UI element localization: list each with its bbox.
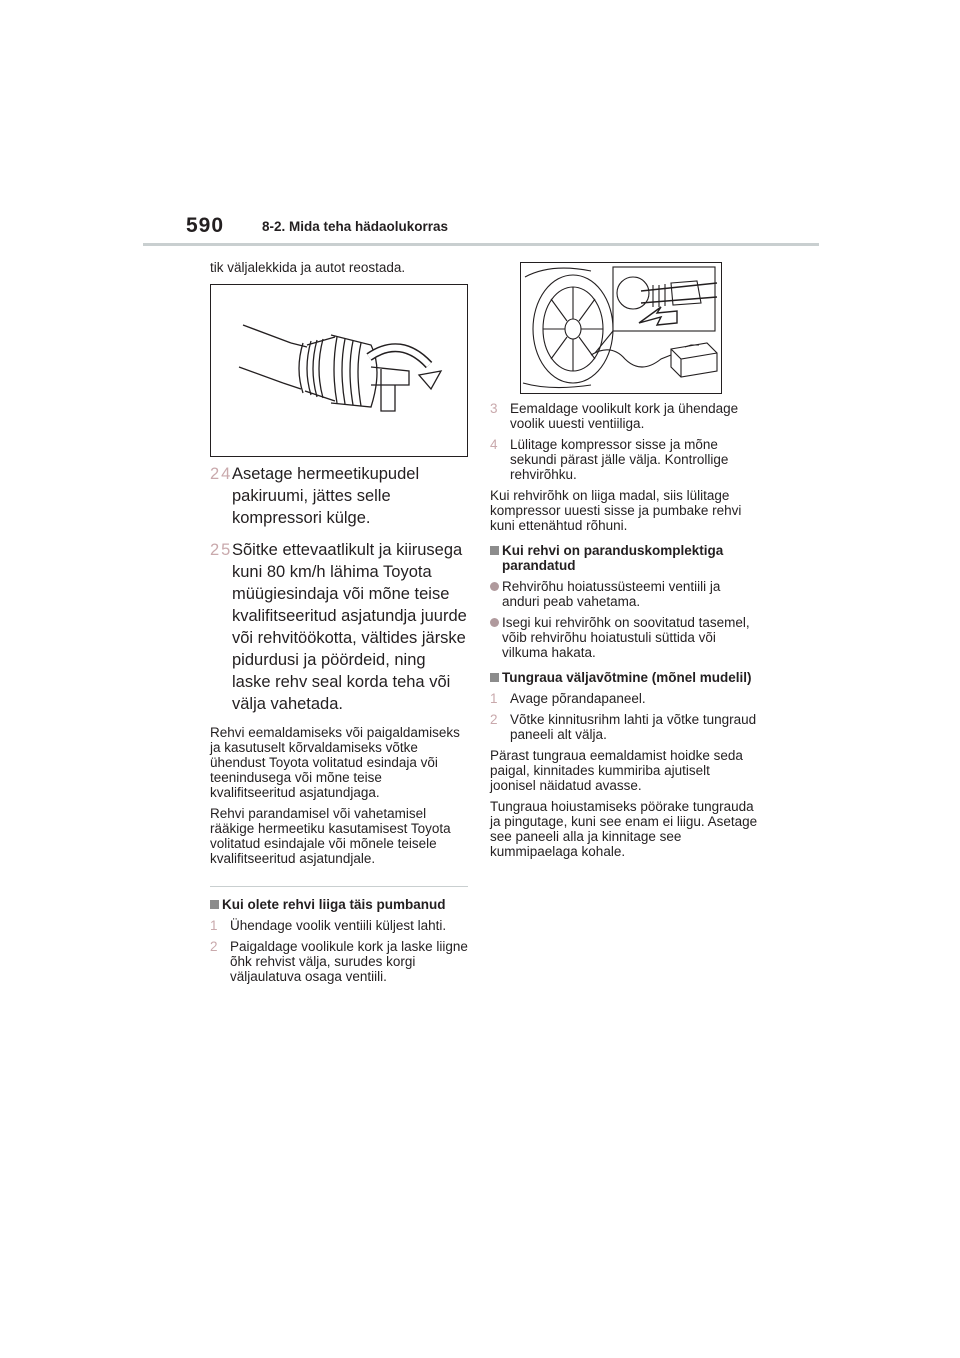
overinflated-step-2 bbox=[210, 939, 468, 984]
step-4 bbox=[490, 437, 758, 482]
repaired-bullet-2 bbox=[490, 615, 758, 660]
bullet-text: Rehvirõhu hoiatussüsteemi ventiili ja anduri peab vahetama. bbox=[502, 579, 721, 609]
step-text: Lülitage kompressor sisse ja mõne sekundi pärast jälle välja. Kontrollige rehvirõhku. bbox=[510, 437, 729, 482]
intro-text: tik väljalekkida ja autot reostada. bbox=[210, 260, 406, 275]
heading-text: Kui olete rehvi liiga täis pumbanud bbox=[222, 897, 446, 912]
overinflated-step-1 bbox=[210, 918, 468, 933]
step-number: 1 bbox=[490, 691, 498, 706]
bullet-text: Isegi kui rehvirõhk on soovitatud tasemel, võib rehvirõhu hoiatustuli süttida või vilkuma hakata. bbox=[502, 615, 750, 660]
step-text: Asetage hermeetikupudel pakiruumi, jättes selle kompressori külge. bbox=[232, 465, 420, 527]
tire-compressor-drawing bbox=[521, 263, 721, 393]
section-title: 8-2. Mida teha hädaolukorras bbox=[262, 219, 449, 234]
jack-step-2 bbox=[490, 712, 758, 742]
section-divider bbox=[210, 886, 468, 887]
step-text: Paigaldage voolikule kork ja laske liigne õhk rehvist välja, surudes korgi väljaulatuva osaga ventiili. bbox=[230, 939, 468, 984]
square-bullet-icon bbox=[490, 546, 499, 555]
heading-jack bbox=[490, 670, 758, 685]
step-number: 25 bbox=[210, 541, 233, 559]
step-3 bbox=[490, 401, 758, 431]
note-sealant: Rehvi parandamisel või vahetamisel rääkige hermeetiku kasutamisest Toyota volitatud esindajale või mõnele teisele kvalifitseeritud asjatundjale. bbox=[210, 806, 451, 866]
step-text: Sõitke ettevaatlikult ja kiirusega kuni 80 km/h lähima Toyota müügiesindaja või mõne teise kvalifitseeritud asjatundja juurde või rehvitöökotta, vältides järske pidurdusi ja pöördeid, ning laske rehv seal korda teha või välja vahetada. bbox=[232, 541, 467, 713]
left-intro-block bbox=[210, 260, 468, 281]
page-number: 590 bbox=[186, 214, 225, 237]
step-25 bbox=[210, 539, 468, 715]
circle-bullet-icon bbox=[490, 618, 499, 627]
square-bullet-icon bbox=[210, 900, 219, 909]
heading-overinflated bbox=[210, 897, 468, 912]
heading-text: Kui rehvi on paranduskomplektiga parandatud bbox=[502, 543, 724, 573]
step-text: Eemaldage voolikult kork ja ühendage voolik uuesti ventiiliga. bbox=[510, 401, 739, 431]
square-bullet-icon bbox=[490, 673, 499, 682]
header-divider bbox=[143, 243, 819, 246]
step-24 bbox=[210, 463, 468, 529]
heading-repaired bbox=[490, 543, 758, 573]
step-number: 2 bbox=[490, 712, 498, 727]
hose-cap-illustration bbox=[210, 284, 468, 457]
tire-compressor-illustration bbox=[520, 262, 722, 394]
step-number: 24 bbox=[210, 465, 233, 483]
pressure-low-note: Kui rehvirõhk on liiga madal, siis lülitage kompressor uuesti sisse ja pumbake rehvi kuni ettenähtud rõhuni. bbox=[490, 488, 742, 533]
hose-cap-drawing bbox=[211, 285, 467, 456]
jack-note-2: Tungraua hoiustamiseks pöörake tungrauda ja pingutage, kuni see enam ei liigu. Asetage see paneeli alla ja kinnitage see kummipaelaga kohale. bbox=[490, 799, 758, 859]
step-text: Avage põrandapaneel. bbox=[510, 691, 646, 706]
step-text: Ühendage voolik ventiili küljest lahti. bbox=[230, 918, 447, 933]
step-number: 2 bbox=[210, 939, 218, 954]
jack-note-1: Pärast tungraua eemaldamist hoidke seda paigal, kinnitades kummiriba ajutiselt joonisel näidatud avasse. bbox=[490, 748, 743, 793]
step-number: 4 bbox=[490, 437, 498, 452]
jack-step-1 bbox=[490, 691, 758, 706]
step-number: 3 bbox=[490, 401, 498, 416]
step-number: 1 bbox=[210, 918, 218, 933]
repaired-bullet-1 bbox=[490, 579, 758, 609]
heading-text: Tungraua väljavõtmine (mõnel mudelil) bbox=[502, 670, 752, 685]
note-removal: Rehvi eemaldamiseks või paigaldamiseks ja kasutuselt kõrvaldamiseks võtke ühendust Toyota volitatud esindaja või teenindusega või mõne teise kvalifitseeritud asjatundjaga. bbox=[210, 725, 460, 800]
left-column bbox=[210, 463, 468, 990]
right-column bbox=[490, 401, 758, 865]
circle-bullet-icon bbox=[490, 582, 499, 591]
step-text: Võtke kinnitusrihm lahti ja võtke tungraud paneeli alt välja. bbox=[510, 712, 757, 742]
